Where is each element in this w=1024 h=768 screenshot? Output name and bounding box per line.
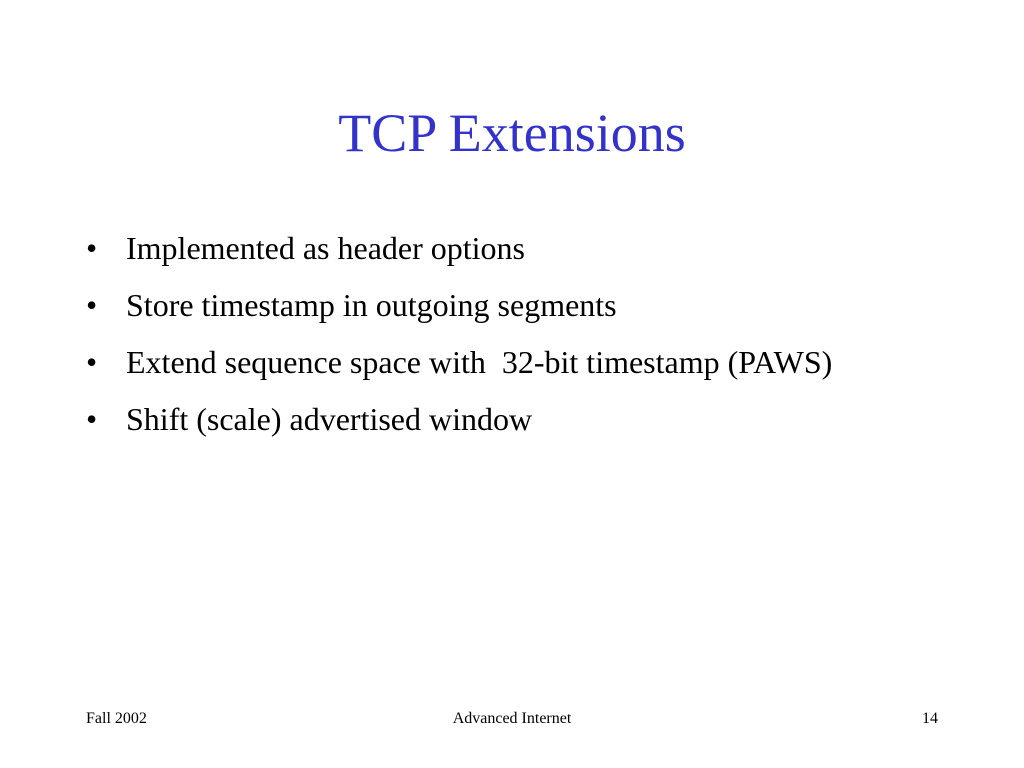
bullet-text: Shift (scale) advertised window: [126, 401, 533, 437]
footer-page-number: 14: [922, 710, 938, 727]
bullet-text: Implemented as header options: [126, 230, 525, 266]
bullet-icon: •: [86, 344, 98, 380]
bullet-list: [86, 228, 956, 456]
slide-title: TCP Extensions: [338, 103, 686, 163]
bullet-icon: •: [86, 287, 98, 323]
bullet-icon: •: [86, 230, 98, 266]
bullet-item: [86, 399, 956, 440]
bullet-item: [86, 228, 956, 269]
footer-date: Fall 2002: [86, 710, 147, 727]
bullet-text: Store timestamp in outgoing segments: [126, 287, 617, 323]
bullet-item: [86, 285, 956, 326]
bullet-item: [86, 342, 956, 383]
footer-course-name: Advanced Internet: [452, 710, 572, 727]
bullet-icon: •: [86, 401, 98, 437]
bullet-text: Extend sequence space with 32-bit timestamp (PAWS): [126, 344, 833, 380]
